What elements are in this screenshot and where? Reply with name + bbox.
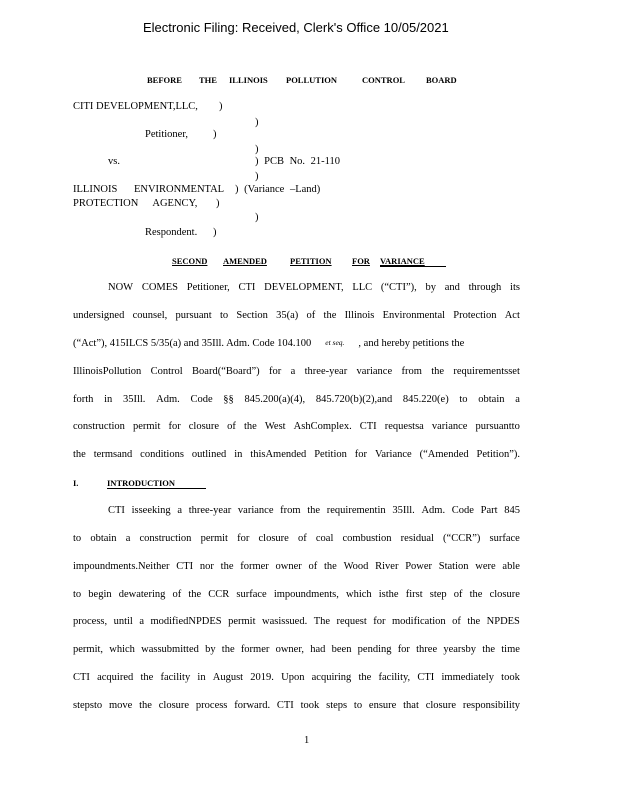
section-title: INTRODUCTION — [107, 478, 176, 488]
word: a — [515, 394, 520, 405]
word: (“Amended — [419, 449, 469, 460]
word: counsel, — [132, 310, 168, 321]
word: steps — [326, 700, 348, 711]
word: coal — [315, 533, 334, 544]
text-line — [73, 310, 520, 321]
text-line — [73, 421, 520, 432]
court-word: POLLUTION — [286, 75, 338, 85]
word: August — [212, 672, 244, 683]
word: the — [467, 616, 481, 627]
word: for — [373, 616, 386, 627]
word: permit — [200, 533, 228, 544]
word: first — [405, 589, 423, 600]
word: 845 — [504, 505, 520, 516]
word: The — [313, 616, 331, 627]
word: for — [397, 644, 410, 655]
word: the — [358, 672, 372, 683]
line-text: , and hereby petitions the — [358, 338, 465, 349]
word: step — [429, 589, 447, 600]
word: the — [139, 700, 152, 711]
word: construction — [139, 533, 192, 544]
word: West — [264, 421, 286, 432]
word: the — [482, 644, 496, 655]
word: in — [104, 394, 113, 405]
word: a — [139, 616, 144, 627]
word: Part — [480, 505, 498, 516]
word: its — [510, 282, 520, 293]
page-number: 1 — [304, 735, 310, 746]
word: move — [108, 700, 133, 711]
word: request — [336, 616, 367, 627]
caption-paren: ) — [213, 227, 217, 238]
word: from — [280, 505, 301, 516]
word: nor — [199, 561, 214, 572]
word: River — [375, 561, 399, 572]
word: dewatering — [118, 589, 166, 600]
word: CCR — [208, 589, 230, 600]
text-line — [73, 449, 520, 460]
word: combustion — [342, 533, 392, 544]
word: for — [269, 366, 282, 377]
word: Control — [150, 366, 183, 377]
word: isseeking — [131, 505, 171, 516]
word: (“CCR”) — [443, 533, 481, 544]
word: termsand — [93, 449, 133, 460]
caption-paren: ) — [255, 144, 259, 155]
word: Wood — [343, 561, 369, 572]
text-line — [73, 616, 520, 627]
word: CTI — [238, 282, 256, 293]
word: facility, — [378, 672, 411, 683]
word: 35(a) — [276, 310, 299, 321]
word: variance — [237, 505, 274, 516]
word: process, — [73, 616, 108, 627]
word: CTI — [417, 672, 435, 683]
word: LLC — [352, 282, 373, 293]
word: took — [501, 672, 520, 683]
word: closure — [489, 589, 520, 600]
word: NPDES — [486, 616, 520, 627]
text-line — [73, 589, 520, 600]
title-word: FOR — [352, 256, 370, 266]
text-line — [73, 644, 520, 655]
word: CTI — [359, 421, 377, 432]
word: former — [240, 644, 270, 655]
text-line — [108, 282, 520, 293]
word: former — [240, 561, 269, 572]
title-word: SECOND — [172, 256, 208, 266]
word: Petition”). — [476, 449, 520, 460]
word: pursuantto — [475, 421, 520, 432]
word: closure — [188, 421, 220, 432]
word: (“CTI”), — [380, 282, 417, 293]
text-line — [73, 533, 520, 544]
word: modifiedNPDES — [150, 616, 222, 627]
word: 35Ill. — [392, 505, 415, 516]
title-word: PETITION — [290, 256, 332, 266]
word: 845.200(a)(4), — [244, 394, 306, 405]
word: a — [125, 533, 131, 544]
word: closure — [158, 700, 190, 711]
word: modification — [392, 616, 446, 627]
title-word: AMENDED — [223, 256, 267, 266]
word: in — [197, 672, 206, 683]
word: the — [307, 505, 321, 516]
word: to — [459, 394, 468, 405]
word: pending — [357, 644, 392, 655]
word: the — [243, 421, 257, 432]
word: wasissued. — [262, 616, 308, 627]
word: IllinoisPollution — [73, 366, 142, 377]
word: 2019. — [250, 672, 274, 683]
word: facility — [160, 672, 191, 683]
respondent-role: Respondent. — [145, 227, 198, 238]
word: obtain — [90, 533, 117, 544]
word: by — [205, 644, 216, 655]
word: Code — [190, 394, 213, 405]
word: Adm. — [421, 505, 446, 516]
text-line — [73, 561, 520, 572]
word: Illinois — [344, 310, 375, 321]
court-word: THE — [199, 75, 217, 85]
word: a — [177, 505, 183, 516]
word: been — [331, 644, 352, 655]
word: of — [453, 589, 463, 600]
word: in — [234, 449, 243, 460]
word: wassubmitted — [141, 644, 199, 655]
word: begin — [88, 589, 112, 600]
word: Protection — [453, 310, 497, 321]
word: surface — [236, 589, 267, 600]
word: DEVELOPMENT, — [264, 282, 344, 293]
word: Variance — [374, 449, 412, 460]
word: Power — [405, 561, 433, 572]
filing-stamp: Electronic Filing: Received, Clerk's Office 10/05/2021 — [143, 20, 449, 35]
court-word: ILLINOIS — [229, 75, 268, 85]
word: permit, — [73, 644, 104, 655]
et-seq: et seq. — [325, 338, 345, 347]
word: §§ — [223, 394, 234, 405]
word: for — [168, 421, 181, 432]
word: requestsa — [384, 421, 424, 432]
word: isthe — [378, 589, 399, 600]
word: owner, — [275, 644, 305, 655]
word: which — [109, 644, 135, 655]
court-word: BEFORE — [147, 75, 182, 85]
word: closure — [425, 700, 457, 711]
word: Upon — [281, 672, 305, 683]
word: Code — [451, 505, 474, 516]
word: responsibility — [462, 700, 520, 711]
word: Board(“Board”) — [192, 366, 260, 377]
word: of — [306, 310, 316, 321]
word: the — [324, 561, 337, 572]
word: undersigned — [73, 310, 125, 321]
word: of — [297, 533, 307, 544]
text-line — [73, 394, 520, 405]
word: the — [73, 449, 86, 460]
word: 845.220(e) — [402, 394, 449, 405]
section-number: I. — [73, 478, 79, 488]
word: process — [195, 700, 228, 711]
word: Section — [236, 310, 268, 321]
word: ensure — [368, 700, 397, 711]
word: Petitioner, — [186, 282, 230, 293]
word: impoundments, — [273, 589, 339, 600]
caption-paren: ) — [219, 101, 223, 112]
word: variance — [356, 366, 393, 377]
section-underline — [107, 488, 206, 489]
word: until — [113, 616, 133, 627]
word: requirementin — [326, 505, 386, 516]
word: the — [469, 589, 483, 600]
caption-paren: ) — [213, 129, 217, 140]
text-line — [73, 366, 520, 377]
word: CTI — [176, 561, 194, 572]
word: through — [468, 282, 502, 293]
word: residual — [400, 533, 434, 544]
word: the — [431, 366, 445, 377]
word: time — [501, 644, 520, 655]
word: were — [475, 561, 496, 572]
word: to — [73, 589, 82, 600]
word: the — [221, 644, 235, 655]
line-text: (“Act”), 415ILCS 5/35(a) and 35Ill. Adm. Code 104.100 — [73, 338, 312, 349]
word: Adm. — [156, 394, 180, 405]
word: which — [345, 589, 372, 600]
word: and — [444, 282, 460, 293]
word: three-year — [304, 366, 348, 377]
word: acquiring — [311, 672, 352, 683]
petitioner-name: CITI DEVELOPMENT,LLC, — [73, 101, 198, 112]
word: permit — [228, 616, 256, 627]
caption-paren: ) — [255, 117, 259, 128]
title-underline — [380, 266, 446, 267]
word: by — [425, 282, 436, 293]
word: CTI — [73, 672, 90, 683]
word: the — [220, 561, 234, 572]
word: Environmental — [382, 310, 446, 321]
word: a — [290, 366, 296, 377]
word: from — [401, 366, 422, 377]
word: stepsto — [73, 700, 103, 711]
word: permit — [132, 421, 161, 432]
text-line — [73, 672, 520, 683]
word: of — [227, 421, 236, 432]
word: that — [403, 700, 419, 711]
respondent-name-line2: PROTECTION AGENCY, — [73, 198, 198, 209]
word: surface — [489, 533, 520, 544]
case-type: ) (Variance –Land) — [235, 184, 321, 195]
word: NOW — [108, 282, 134, 293]
word: obtain — [478, 394, 505, 405]
word: thisAmended — [250, 449, 307, 460]
word: the — [140, 672, 154, 683]
word: forward. — [234, 700, 271, 711]
word: three — [416, 644, 438, 655]
word: outlined — [191, 449, 227, 460]
word: to — [353, 700, 363, 711]
word: Petition — [314, 449, 347, 460]
court-word: BOARD — [426, 75, 457, 85]
word: owner — [275, 561, 302, 572]
word: of — [452, 616, 461, 627]
word: of — [172, 589, 182, 600]
word: 845.720(b)(2),and — [315, 394, 393, 405]
word: impoundments.Neither — [73, 561, 170, 572]
word: for — [237, 533, 250, 544]
word: COMES — [141, 282, 178, 293]
word: yearsby — [443, 644, 476, 655]
case-number: ) PCB No. 21-110 — [255, 156, 341, 167]
word: CTI — [276, 700, 294, 711]
caption-paren: ) — [255, 212, 259, 223]
court-word: CONTROL — [362, 75, 405, 85]
text-line — [108, 505, 520, 516]
caption-paren: ) — [255, 171, 259, 182]
word: Station — [438, 561, 469, 572]
title-word: VARIANCE — [380, 256, 425, 266]
word: Act — [504, 310, 520, 321]
word: acquired — [97, 672, 134, 683]
word: took — [300, 700, 320, 711]
word: 35Ill. — [122, 394, 146, 405]
word: closure — [258, 533, 289, 544]
word: had — [310, 644, 326, 655]
word: three-year — [188, 505, 232, 516]
word: for — [354, 449, 368, 460]
text-line — [73, 338, 520, 349]
word: to — [73, 533, 82, 544]
word: of — [308, 561, 318, 572]
word: AshComplex. — [293, 421, 352, 432]
word: able — [502, 561, 520, 572]
word: the — [323, 310, 337, 321]
word: the — [188, 589, 202, 600]
word: forth — [73, 394, 94, 405]
word: CTI — [108, 505, 125, 516]
versus-label: vs. — [108, 156, 120, 167]
word: variance — [431, 421, 468, 432]
word: conditions — [140, 449, 184, 460]
word: construction — [73, 421, 125, 432]
word: immediately — [441, 672, 494, 683]
word: pursuant — [175, 310, 212, 321]
text-line — [73, 700, 520, 711]
respondent-name-line1: ILLINOIS ENVIRONMENTAL — [73, 184, 225, 195]
caption-paren: ) — [216, 198, 220, 209]
petitioner-role: Petitioner, — [145, 129, 189, 140]
word: to — [219, 310, 229, 321]
word: requirementsset — [453, 366, 520, 377]
